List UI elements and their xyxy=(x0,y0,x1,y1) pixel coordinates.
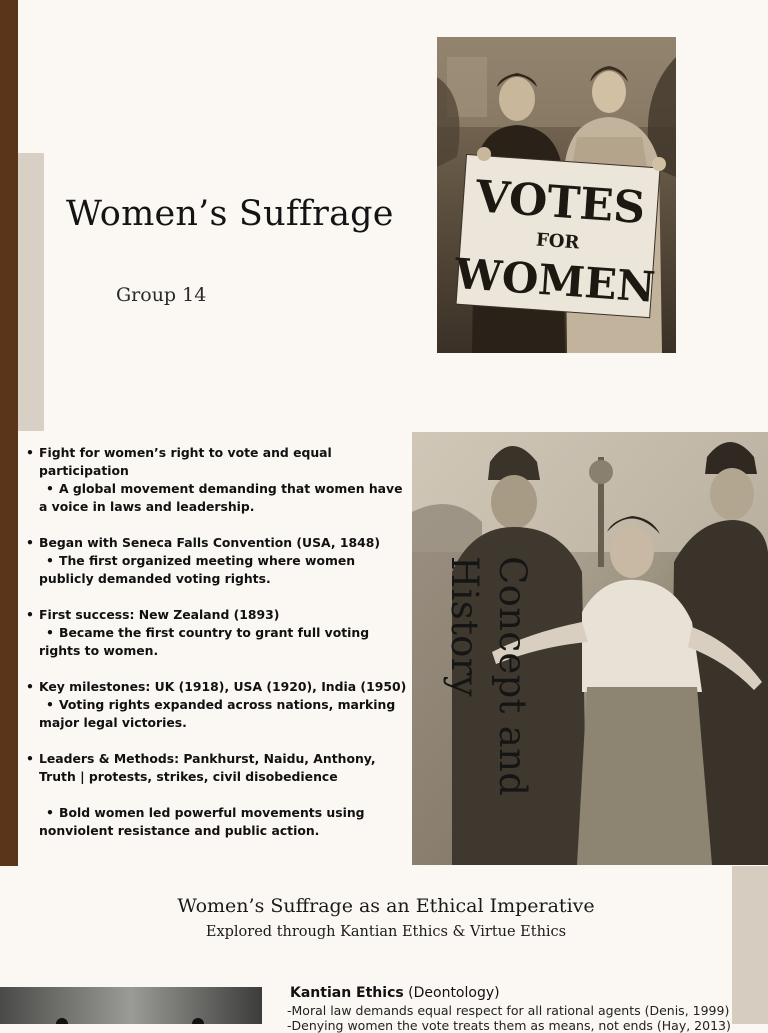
brown-accent-bar xyxy=(0,0,18,866)
bullet-item: • First success: New Zealand (1893) xyxy=(24,606,414,624)
kantian-ethics-heading-bold: Kantian Ethics xyxy=(290,985,404,1001)
group-subtitle: Group 14 xyxy=(116,284,207,306)
bullet-item: • Leaders & Methods: Pankhurst, Naidu, Anthony, Truth | protests, strikes, civil disobedience xyxy=(24,750,414,786)
bullet-item: • Began with Seneca Falls Convention (USA, 1848) xyxy=(24,534,414,552)
kantian-ethics-heading-rest: (Deontology) xyxy=(403,985,500,1001)
ethics-photo-icon xyxy=(0,987,262,1024)
sign-text-women: WOMEN xyxy=(453,249,657,312)
ethics-section-subtitle: Explored through Kantian Ethics & Virtue Ethics xyxy=(205,924,567,940)
bullet-item: • Fight for women’s right to vote and equal participation xyxy=(24,444,414,480)
bullet-item: • Key milestones: UK (1918), USA (1920), India (1950) xyxy=(24,678,414,696)
bullet-subitem: • Voting rights expanded across nations, marking major legal victories. xyxy=(24,696,414,732)
beige-accent-bar-right xyxy=(732,866,768,1024)
beige-accent-bar xyxy=(18,153,44,431)
sign-text-votes: VOTES xyxy=(473,171,647,235)
page-title: Women’s Suffrage xyxy=(66,194,394,234)
sign-text-for: FOR xyxy=(535,229,581,254)
kantian-point-1: -Moral law demands equal respect for all rational agents (Denis, 1999) xyxy=(287,1003,730,1018)
kantian-point-2: -Denying women the vote treats them as means, not ends (Hay, 2013) xyxy=(287,1018,731,1033)
bullet-subitem: • Became the first country to grant full voting rights to women. xyxy=(24,624,414,660)
history-bullet-list xyxy=(24,444,414,840)
ethics-section-title: Women’s Suffrage as an Ethical Imperative xyxy=(177,895,595,917)
kantian-ethics-heading xyxy=(290,985,500,1001)
suffragette-photo-icon xyxy=(437,37,676,353)
bullet-subitem: • The first organized meeting where women publicly demanded voting rights. xyxy=(24,552,414,588)
bullet-subitem: • Bold women led powerful movements using nonviolent resistance and public action. xyxy=(24,804,414,840)
bullet-subitem: • A global movement demanding that women have a voice in laws and leadership. xyxy=(24,480,414,516)
concept-history-heading: Concept and History xyxy=(443,556,534,797)
